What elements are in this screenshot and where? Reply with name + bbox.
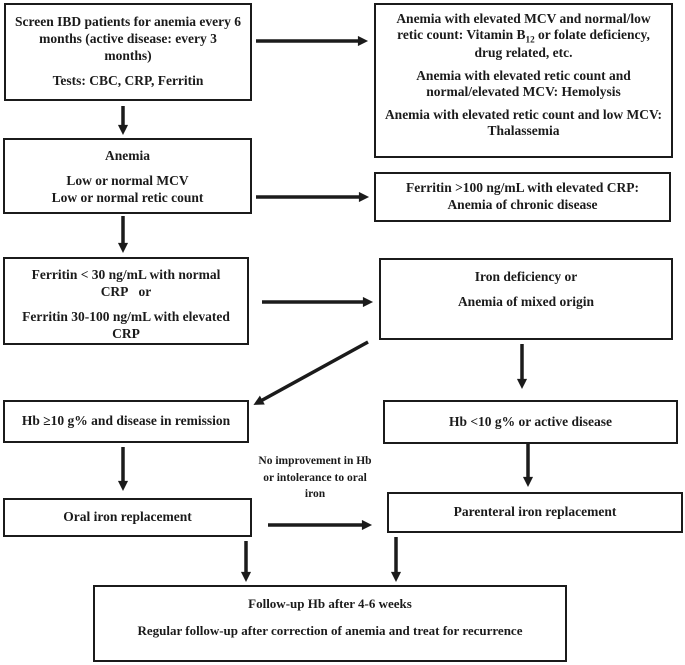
hb-high-text: Hb ≥10 g% and disease in remission (21, 413, 231, 429)
box-iron-deficiency (379, 258, 673, 340)
followup-regular-text: Regular follow-up after correction of anemia and treat for recurrence (137, 623, 523, 639)
box-anemia-classification (3, 138, 252, 214)
no-improvement-label: No improvement in Hb or intolerance to oral iron (258, 455, 372, 501)
parenteral-iron-text: Parenteral iron replacement (453, 504, 617, 520)
ferritin-mid-elevated-crp: Ferritin 30-100 ng/mL with elevated CRP (22, 308, 230, 341)
screening-tests: Tests: CBC, CRP, Ferritin (52, 72, 204, 88)
differential-hemolysis: Anemia with elevated retic count and normal/elevated MCV: Hemolysis (416, 68, 631, 100)
box-hb-high-remission (3, 400, 249, 443)
box-followup (93, 585, 567, 662)
b12-subscript: 12 (525, 34, 535, 45)
anemia-criteria: Low or normal MCV Low or normal retic count (51, 172, 204, 205)
box-parenteral-iron (387, 492, 683, 533)
screening-text: Screen IBD patients for anemia every 6 months (active disease: every 3 months) (15, 14, 241, 63)
arrow-iron-deficiency-to-hb-high (257, 342, 368, 403)
ferritin-low-normal-crp: Ferritin < 30 ng/mL with normal CRP or (31, 267, 221, 299)
box-screening (4, 3, 252, 101)
chronic-disease-text: Ferritin >100 ng/mL with elevated CRP: Anemia of chronic disease (405, 180, 640, 212)
followup-hb-text: Follow-up Hb after 4-6 weeks (248, 596, 412, 611)
box-oral-iron (3, 498, 252, 537)
box-hb-low-active (383, 400, 678, 444)
anemia-title: Anemia (105, 148, 150, 163)
box-ferritin-low (3, 257, 249, 345)
hb-low-text: Hb <10 g% or active disease (448, 413, 613, 429)
box-anemia-chronic-disease (374, 172, 671, 222)
iron-deficiency-text: Iron deficiency or (474, 269, 578, 284)
box-differential-diagnosis (374, 3, 673, 158)
mixed-origin-text: Anemia of mixed origin (457, 293, 595, 309)
oral-iron-text: Oral iron replacement (63, 509, 192, 525)
differential-macrocytic: Anemia with elevated MCV and normal/low retic count: Vitamin $B_{12}$ or folate deficiency, drug related, etc. (396, 11, 651, 61)
differential-thalassemia: Anemia with elevated retic count and low MCV: Thalassemia (384, 107, 663, 139)
